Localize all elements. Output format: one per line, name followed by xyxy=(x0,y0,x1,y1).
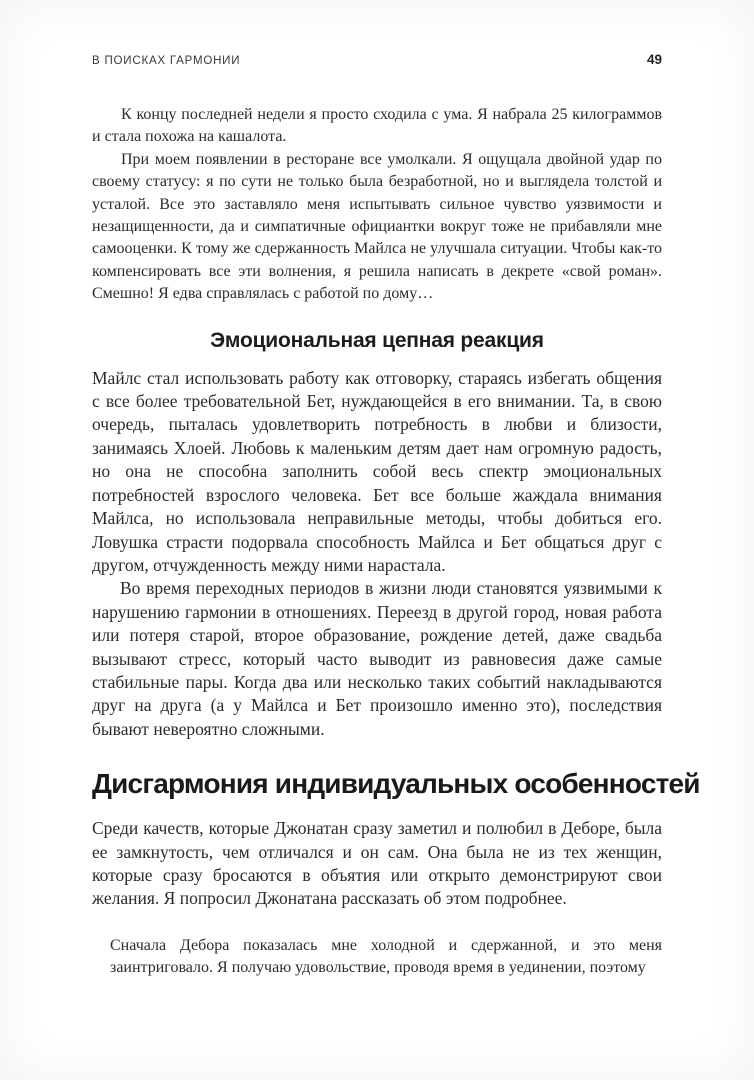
paragraph: Во время переходных периодов в жизни люди становятся уязвимыми к нарушению гармонии в отношениях. Переезд в другой город, новая работа или потеря старой, второе образование, рождение детей, даже свадьба вызывают стресс, который часто выводит из равновесия даже самые стабильные пары. Когда два или несколько таких событий накладываются друг на друга (а у Майлса и Бет произошло именно это), последствия бывают невероятно сложными. xyxy=(92,578,662,739)
intro-quote-block xyxy=(92,104,662,306)
page-number: 49 xyxy=(646,52,662,67)
section-heading-disharmony-of-individual-traits: Дисгармония индивидуальных особенностей xyxy=(92,768,700,800)
block-quote: Сначала Дебора показалась мне холодной и сдержанной, и это меня заинтриговало. Я получаю удовольствие, проводя время в уединении, поэтому xyxy=(110,936,662,977)
paragraph: Майлс стал использовать работу как отговорку, стараясь избегать общения с все более требовательной Бет, нуждающейся в его внимании. Та, в свою очередь, пыталась удовлетворить потребность в любви и близости, занимаясь Хлоей. Любовь к маленьким детям дает нам огромную радость, но она не способна заполнить собой весь спектр эмоциональных потребностей взрослого человека. Бет все больше жаждала внимания Майлса, но использовала неправильные методы, чтобы добиться его. Ловушка страсти подорвала способность Майлса и Бет общаться друг с другом, отчужденность между ними нарастала. xyxy=(92,367,662,575)
section-heading-emotional-chain-reaction: Эмоциональная цепная реакция xyxy=(210,328,544,352)
paragraph: Среди качеств, которые Джонатан сразу заметил и полюбил в Деборе, была ее замкнутость, чем отличался и он сам. Она была не из тех женщин, которые сразу бросаются в объятия или открыто демонстрируют свои желания. Я попросил Джонатана рассказать об этом подробнее. xyxy=(92,818,662,909)
paragraph: К концу последней недели я просто сходила с ума. Я набрала 25 килограммов и стала похожа на кашалота. xyxy=(92,106,662,146)
paragraph: При моем появлении в ресторане все умолкали. Я ощущала двойной удар по своему статусу: я по сути не только была безработной, но и выглядела толстой и усталой. Все это заставляло меня испытывать сильное чувство уязвимости и незащищенности, да и симпатичные официантки вокруг тоже не прибавляли мне самооценки. К тому же сдержанность Майлса не улучшала ситуации. Чтобы как-то компенсировать все эти волнения, я решила написать в декрете «свой роман». Смешно! Я едва справлялась с работой по дому… xyxy=(92,150,662,303)
running-title: В ПОИСКАХ ГАРМОНИИ xyxy=(92,55,241,67)
running-head xyxy=(92,53,662,68)
